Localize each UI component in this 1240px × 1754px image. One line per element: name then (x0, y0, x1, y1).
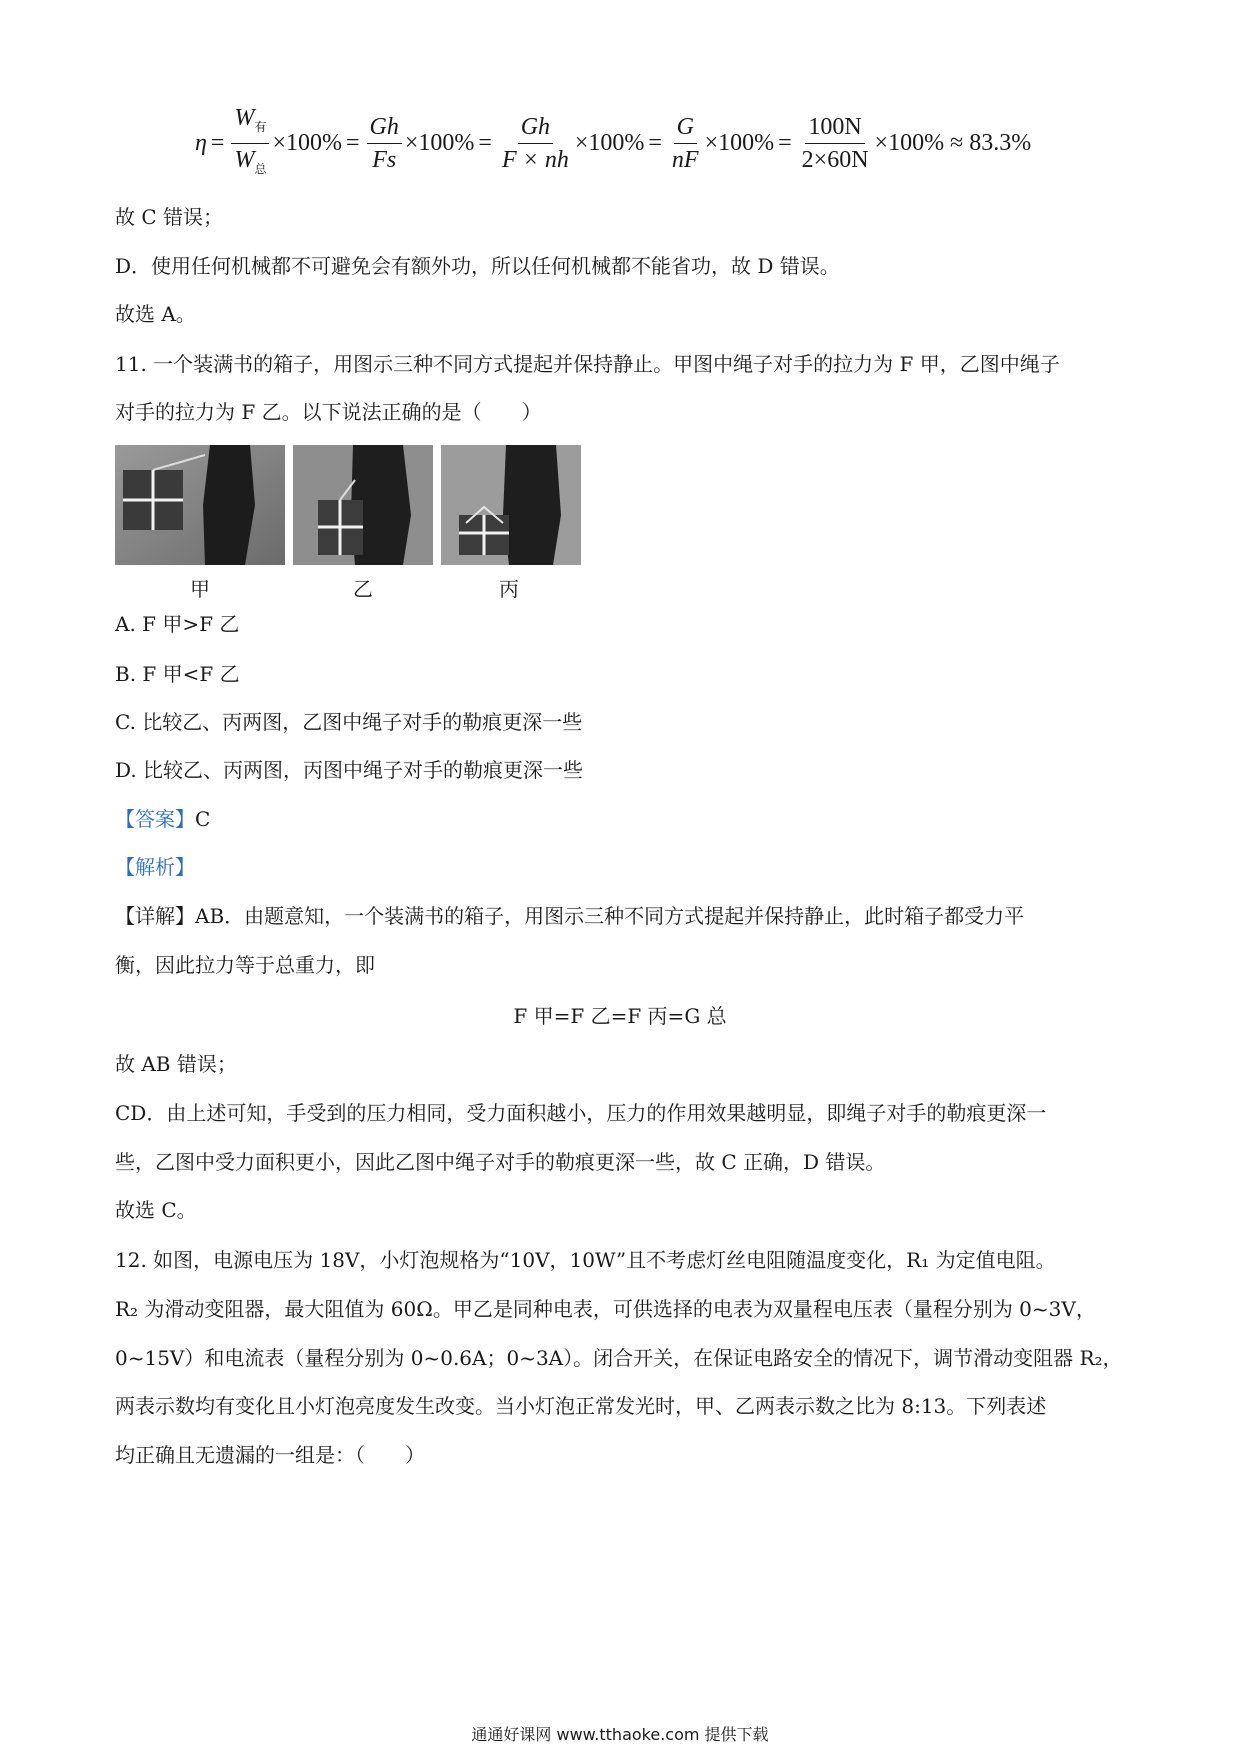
force-equation: F 甲=F 乙=F 丙=G 总 (513, 1004, 727, 1028)
caption-yi: 乙 (353, 577, 373, 601)
question-12-line1: 12. 如图，电源电压为 18V，小灯泡规格为“10V，10W”且不考虑灯丝电阻随温度变化，R₁ 为定值电阻。 (115, 1248, 1056, 1272)
photo-yi (293, 445, 433, 565)
option-c: C. 比较乙、丙两图，乙图中绳子对手的勒痕更深一些 (115, 710, 583, 734)
text-c-wrong: 故 C 错误； (115, 205, 224, 229)
question-12-line4: 两表示数均有变化且小灯泡亮度发生改变。当小灯泡正常发光时，甲、乙两表示数之比为 8:13。下列表述 (115, 1394, 1047, 1418)
detail-label: 【详解】 (115, 904, 195, 928)
caption-bing: 丙 (499, 577, 519, 601)
formula-eta: η (195, 129, 207, 156)
photo-jia (115, 445, 285, 565)
answer-row (115, 805, 210, 833)
question-12-line2: R₂ 为滑动变阻器，最大阻值为 60Ω。甲乙是同种电表，可供选择的电表为双量程电压表（量程分别为 0~3V， (115, 1297, 1096, 1321)
option-a: A. F 甲>F 乙 (115, 612, 240, 636)
option-b: B. F 甲<F 乙 (115, 662, 240, 686)
analysis-row (115, 853, 195, 881)
text-choose-c: 故选 C。 (115, 1198, 197, 1222)
text-ab-wrong: 故 AB 错误； (115, 1052, 237, 1076)
fraction-g-nf: $\frac{G}{nF}$ (671, 113, 699, 173)
photo-bing (441, 445, 581, 565)
fraction-gh-fnh: $\frac{Gh}{F \times nh}$ (501, 113, 569, 173)
fraction-w: $\frac{W_有}{W_总}$ (231, 104, 269, 183)
caption-jia: 甲 (190, 577, 210, 601)
text-cd-line1: CD．由上述可知，手受到的压力相同，受力面积越小，压力的作用效果越明显，即绳子对手的勒痕更深一 (115, 1101, 1047, 1125)
formula-eq: = (210, 129, 225, 156)
formula-result: ×100% ≈ 83.3% (874, 129, 1032, 156)
formula-times: ×100% (272, 129, 342, 156)
text-d-option: D．使用任何机械都不可避免会有额外功，所以任何机械都不能省功，故 D 错误。 (115, 254, 840, 278)
fraction-numeric: $\frac{100N}{2\times 60N}$ (801, 113, 869, 173)
answer-label: 【答案】 (115, 807, 195, 831)
fraction-gh-fs: $\frac{Gh}{Fs}$ (367, 113, 402, 174)
page-footer: 通通好课网 www.tthaoke.com 提供下载 (471, 1725, 769, 1744)
question-12-line3: 0~15V）和电流表（量程分别为 0~0.6A；0~3A）。闭合开关，在保证电路安全的情况下，调节滑动变阻器 R₂， (115, 1346, 1123, 1370)
detail-text-1: AB．由题意知，一个装满书的箱子，用图示三种不同方式提起并保持静止，此时箱子都受力平 (195, 904, 1025, 928)
question-12-line5: 均正确且无遗漏的一组是：（ ） (115, 1443, 425, 1467)
answer-value: C (195, 807, 211, 831)
text-cd-line2: 些，乙图中受力面积更小，因此乙图中绳子对手的勒痕更深一些，故 C 正确，D 错误。 (115, 1150, 886, 1174)
question-11-line2: 对手的拉力为 F 乙。以下说法正确的是（ ） (115, 400, 542, 424)
detail-row-1 (115, 902, 1024, 930)
question-11-figures (115, 445, 585, 601)
efficiency-formula: η = $\frac{W_有}{W_总}$ ×100% = $\frac{Gh}{Fs}$ ×100% = $\frac{Gh}{F \times nh}$ ×100% = $\frac{G}{nF}$ ×100% = $\frac{100N}{2\times 60N}$ ×100% ≈ 83.3% (195, 108, 1031, 178)
option-d: D. 比较乙、丙两图，丙图中绳子对手的勒痕更深一些 (115, 758, 584, 782)
detail-row-2: 衡，因此拉力等于总重力，即 (115, 953, 375, 977)
question-11-line1: 11. 一个装满书的箱子，用图示三种不同方式提起并保持静止。甲图中绳子对手的拉力为 F 甲，乙图中绳子 (115, 352, 1060, 376)
analysis-label: 【解析】 (115, 855, 195, 879)
text-choose-a: 故选 A。 (115, 302, 196, 326)
